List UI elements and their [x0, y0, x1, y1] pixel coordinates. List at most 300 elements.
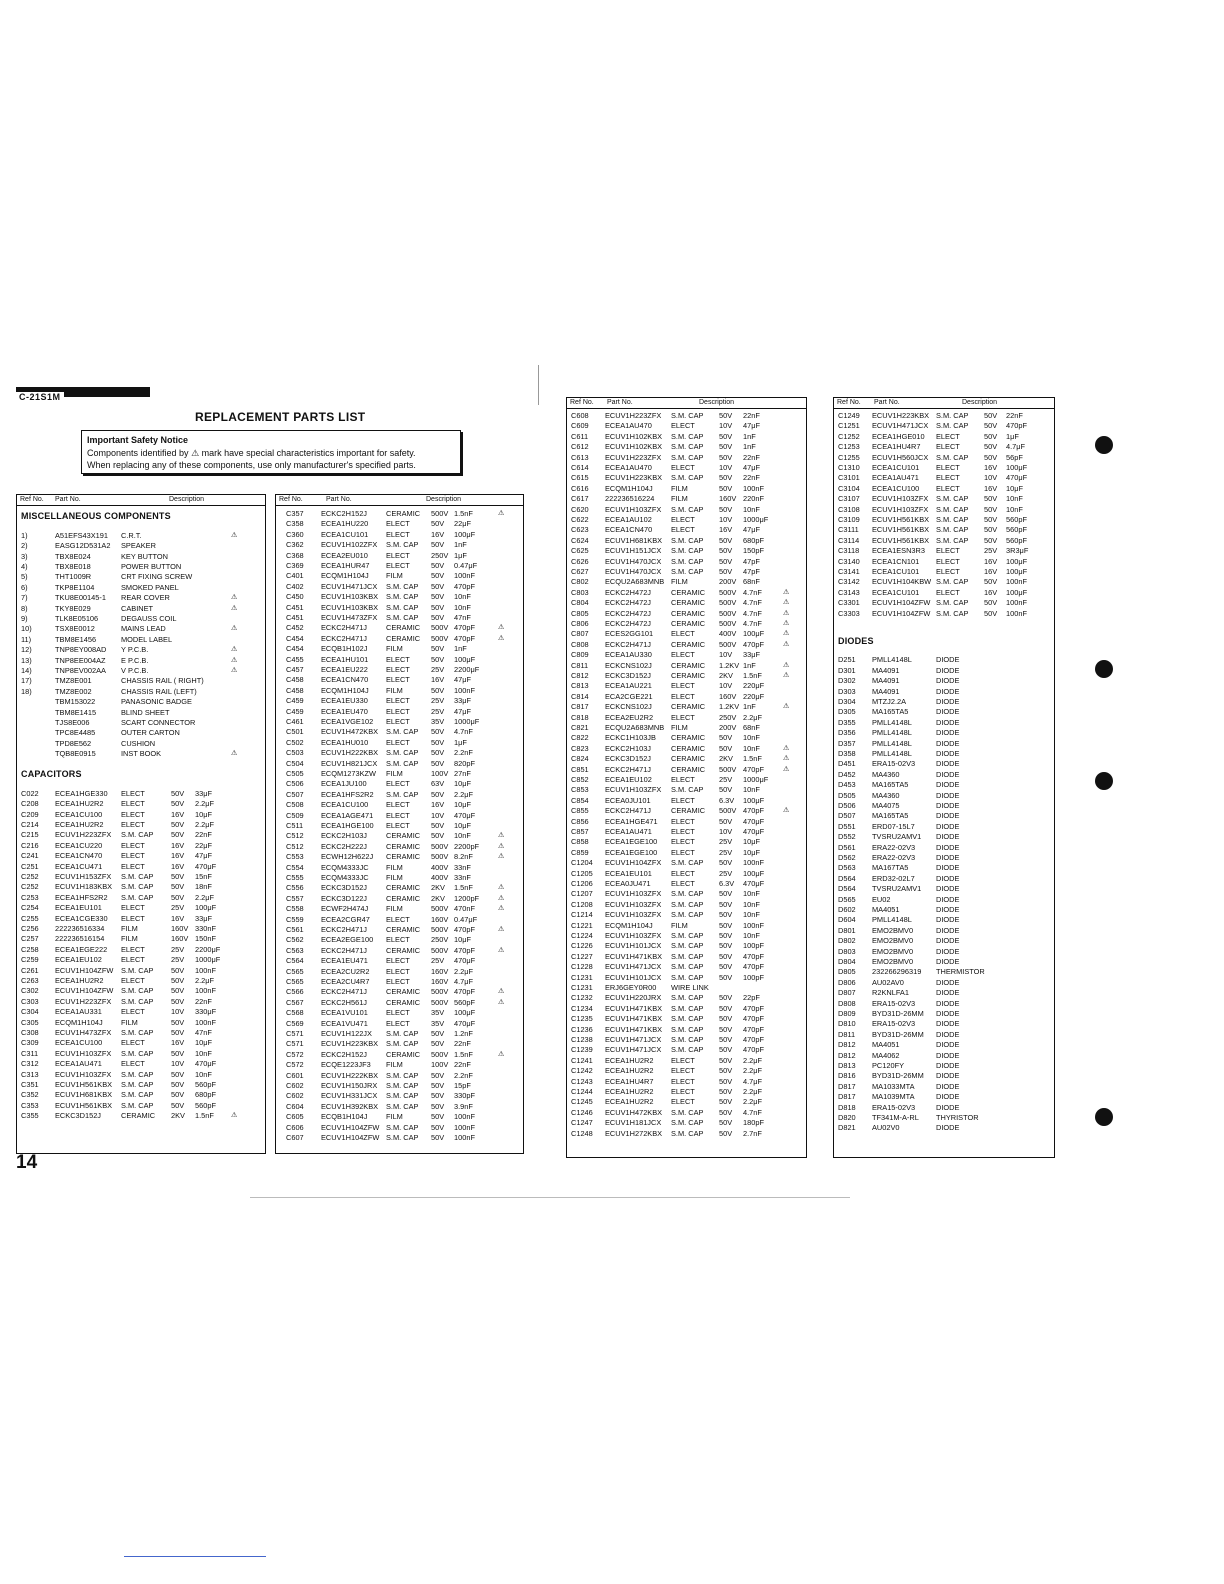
ref-no: C3109 — [838, 515, 860, 524]
value: 1.5nF — [743, 671, 762, 680]
safety-mark-icon: ⚠ — [231, 604, 238, 612]
description: CERAMIC — [671, 619, 706, 628]
description: S.M. CAP — [386, 602, 419, 612]
value: 560pF — [1006, 515, 1027, 524]
description: CERAMIC — [671, 587, 706, 597]
value: 10μF — [454, 821, 471, 830]
part-row — [17, 593, 265, 603]
description: C.R.T. — [121, 530, 142, 540]
part-no: AU02AV0 — [872, 977, 904, 987]
ref-no: C1238 — [571, 1035, 593, 1044]
ref-no: C623 — [571, 525, 589, 535]
part-no: ECUV1H560JCX — [872, 452, 929, 462]
description: INST BOOK — [121, 749, 162, 759]
ref-no: D803 — [838, 946, 856, 956]
voltage: 50V — [431, 1122, 445, 1132]
value: 47nF — [454, 613, 471, 622]
value: 10nF — [743, 889, 760, 899]
description: S.M. CAP — [121, 1079, 154, 1089]
voltage: 50V — [719, 556, 733, 566]
part-row — [17, 718, 265, 728]
description: S.M. CAP — [386, 1133, 419, 1142]
description: FILM — [121, 1017, 138, 1027]
voltage: 16V — [171, 1038, 185, 1048]
ref-no: D562 — [838, 853, 856, 862]
part-no: ECEA1HU2R2 — [605, 1055, 654, 1065]
ref-no: D810 — [838, 1019, 856, 1029]
part-row — [276, 956, 523, 966]
ref-no: C1310 — [838, 463, 860, 472]
voltage: 50V — [719, 452, 733, 462]
ref-no: C209 — [21, 809, 39, 819]
ref-no: C254 — [21, 903, 39, 913]
voltage: 50V — [719, 993, 733, 1003]
part-row — [567, 1087, 806, 1097]
part-row — [276, 530, 523, 540]
part-no: ECEA1HU2R2 — [55, 975, 104, 985]
description: DIODE — [936, 946, 960, 956]
part-row — [276, 759, 523, 769]
part-no: ECKC2H222J — [321, 841, 368, 851]
value: 470μF — [454, 810, 476, 820]
part-row — [276, 634, 523, 644]
section-heading: DIODES — [838, 635, 874, 646]
part-row — [17, 604, 265, 614]
part-no: ECEA1CU220 — [55, 840, 103, 850]
part-no: ECEA1HGE471 — [605, 816, 658, 826]
voltage: 500V — [719, 806, 737, 816]
safety-mark-icon: ⚠ — [783, 620, 790, 627]
part-no: TVSRU2AMV1 — [872, 832, 922, 842]
description: ELECT — [386, 966, 410, 976]
part-row — [276, 946, 523, 956]
part-row — [17, 872, 265, 882]
part-row — [276, 873, 523, 883]
value: 1nF — [743, 431, 756, 441]
voltage: 50V — [431, 540, 445, 550]
voltage: 50V — [984, 504, 998, 514]
value: 470μF — [743, 879, 765, 888]
ref-no: C1255 — [838, 452, 860, 462]
ref-no: C817 — [571, 702, 589, 712]
ref-no: D804 — [838, 957, 856, 966]
safety-mark-icon: ⚠ — [498, 624, 505, 632]
value: 330μF — [195, 1007, 217, 1017]
value: 470pF — [1006, 421, 1027, 431]
part-row — [834, 567, 1054, 577]
description: OUTER CARTON — [121, 728, 180, 738]
part-row — [567, 609, 806, 619]
header-part: Part No. — [607, 399, 633, 406]
value: 1.5nF — [743, 754, 762, 764]
voltage: 400V — [431, 873, 449, 882]
part-no: ECEA1VU471 — [321, 1018, 368, 1028]
ref-no: C620 — [571, 504, 589, 514]
part-no: ECQU2A683MNB — [605, 577, 665, 587]
part-row — [276, 915, 523, 925]
value: 33nF — [454, 862, 471, 872]
part-no: TMZ8E002 — [55, 686, 92, 696]
part-no: ECEA1HU4R7 — [872, 442, 921, 452]
description: S.M. CAP — [386, 540, 419, 550]
voltage: 50V — [984, 442, 998, 452]
voltage: 50V — [984, 494, 998, 504]
value: 47pF — [743, 556, 760, 566]
part-row — [276, 717, 523, 727]
value: 100nF — [454, 1133, 475, 1142]
part-row — [17, 934, 265, 944]
value: 1nF — [454, 644, 467, 654]
safety-mark-icon: ⚠ — [498, 1050, 505, 1058]
part-no: ECUV1H103ZFX — [605, 785, 662, 795]
part-row — [834, 832, 1054, 842]
value: 100nF — [195, 986, 216, 996]
part-no: ERD32-02L7 — [872, 873, 915, 883]
part-no: ECUV1H472KBX — [605, 1107, 663, 1117]
part-row — [567, 505, 806, 515]
description: S.M. CAP — [386, 727, 419, 737]
ref-no: C602 — [286, 1081, 304, 1090]
part-no: MA165TA5 — [872, 707, 909, 717]
ref-no: D801 — [838, 925, 856, 935]
part-row — [567, 588, 806, 598]
part-row — [276, 821, 523, 831]
part-no: ECEA1CU100 — [872, 483, 920, 493]
part-row — [834, 666, 1054, 676]
voltage: 50V — [171, 1100, 185, 1110]
part-no: TPD8E562 — [55, 738, 92, 748]
value: 2.2μF — [195, 799, 215, 809]
part-row — [276, 1081, 523, 1091]
ref-no: C812 — [571, 671, 589, 680]
part-no: ECUV1H101JCX — [605, 941, 662, 951]
value: 2.2μF — [743, 712, 763, 722]
part-row — [17, 789, 265, 799]
description: S.M. CAP — [671, 785, 704, 795]
safety-mark-icon: ⚠ — [783, 807, 790, 815]
part-no: MA4051 — [872, 905, 900, 914]
ref-no: C851 — [571, 764, 589, 774]
part-no: ECQM1H104J — [321, 685, 369, 695]
part-row — [567, 411, 806, 421]
part-row — [17, 945, 265, 955]
voltage: 16V — [984, 587, 998, 597]
part-no: TPC8E4485 — [55, 728, 96, 738]
ref-no: C1227 — [571, 951, 593, 961]
ref-no: C602 — [286, 1091, 304, 1101]
part-no: A51EFS43X191 — [55, 530, 109, 540]
ref-no: C604 — [286, 1101, 304, 1111]
ref-no: C1206 — [571, 879, 593, 888]
ref-no: C1251 — [838, 421, 860, 431]
description: CERAMIC — [671, 754, 706, 764]
ref-no: C302 — [21, 986, 39, 996]
voltage: 50V — [431, 748, 445, 758]
part-row — [567, 598, 806, 608]
part-row — [567, 973, 806, 983]
part-no: PC120FY — [872, 1061, 905, 1070]
safety-mark-icon: ⚠ — [783, 599, 790, 607]
part-no: ECUV1H103ZFX — [605, 910, 662, 920]
part-no: MA4062 — [872, 1050, 900, 1060]
ref-no: C505 — [286, 769, 304, 778]
value: 33μF — [743, 650, 760, 660]
description: S.M. CAP — [671, 1003, 704, 1013]
ref-no: C401 — [286, 571, 304, 581]
part-no: ECEA1HU101 — [321, 654, 369, 664]
part-no: BYD31D-26MM — [872, 1071, 924, 1081]
voltage: 16V — [719, 525, 733, 535]
section-heading: CAPACITORS — [21, 768, 82, 779]
value: 47μF — [454, 675, 471, 685]
header-part: Part No. — [874, 399, 900, 406]
value: 10μF — [743, 847, 760, 857]
safety-mark-icon: ⚠ — [783, 640, 790, 648]
ref-no: C3101 — [838, 473, 860, 483]
description: S.M. CAP — [671, 962, 704, 972]
part-row — [567, 983, 806, 993]
ref-no: C561 — [286, 925, 304, 934]
part-no: ECEA1HU2R2 — [55, 819, 104, 829]
description: CERAMIC — [386, 1049, 421, 1059]
ref-no: C503 — [286, 748, 304, 758]
ref-no: D807 — [838, 988, 856, 998]
description: S.M. CAP — [936, 525, 969, 535]
part-row — [834, 739, 1054, 749]
part-row — [17, 893, 265, 903]
description: S.M. CAP — [671, 858, 704, 868]
voltage: 50V — [171, 996, 185, 1006]
description: ELECT — [386, 519, 410, 529]
ref-no: C559 — [286, 914, 304, 924]
part-no: ECUV1H104ZFW — [321, 1122, 380, 1132]
part-row — [567, 785, 806, 795]
description: CERAMIC — [386, 841, 421, 851]
part-row — [276, 1133, 523, 1143]
ref-no: C022 — [21, 788, 39, 798]
voltage: 50V — [431, 821, 445, 830]
value: 2.2μF — [743, 1066, 763, 1076]
column-header — [834, 398, 1054, 409]
part-no: ECUV1H471KBX — [605, 951, 663, 961]
description: ELECT — [671, 816, 695, 826]
part-row — [567, 681, 806, 691]
part-row — [834, 515, 1054, 525]
description: ELECT — [121, 913, 145, 923]
description: ELECT — [671, 868, 695, 878]
part-row — [567, 515, 806, 525]
description: S.M. CAP — [386, 1122, 419, 1132]
value: 560pF — [195, 1079, 216, 1089]
ref-no: C255 — [21, 913, 39, 923]
ref-no: C1204 — [571, 858, 593, 868]
part-no: ECUV1H272KBX — [605, 1128, 663, 1138]
part-row — [567, 910, 806, 920]
ref-no: 9) — [21, 614, 28, 624]
part-no: ECEA1EU330 — [321, 696, 368, 706]
description: S.M. CAP — [936, 411, 969, 420]
description: S.M. CAP — [671, 535, 704, 545]
part-no: ECUV1H122JX — [321, 1029, 372, 1038]
ref-no: C853 — [571, 785, 589, 795]
voltage: 50V — [431, 571, 445, 581]
description: ELECT — [121, 809, 145, 819]
bottom-rule — [250, 1197, 850, 1198]
safety-mark-icon: ⚠ — [783, 661, 790, 669]
part-no: ECEA2CU4R7 — [321, 977, 370, 986]
voltage: 50V — [719, 504, 733, 514]
ref-no: C626 — [571, 556, 589, 566]
part-no: ECKC2H471J — [321, 623, 368, 633]
part-no: EMO2BMV0 — [872, 925, 914, 935]
ref-no: C369 — [286, 561, 304, 570]
description: S.M. CAP — [671, 546, 704, 556]
part-row — [567, 858, 806, 868]
voltage: 200V — [719, 577, 737, 587]
ref-no: C802 — [571, 577, 589, 587]
description: S.M. CAP — [386, 1091, 419, 1101]
part-row — [834, 884, 1054, 894]
part-no: ECUV1H102ZFX — [321, 540, 378, 550]
voltage: 50V — [984, 515, 998, 524]
part-no: EMO2BMV0 — [872, 946, 914, 956]
description: S.M. CAP — [121, 996, 154, 1006]
description: DIODE — [936, 873, 960, 883]
part-no: ECUV1H104ZFW — [321, 1133, 380, 1142]
ref-no: C856 — [571, 816, 589, 826]
part-row — [834, 453, 1054, 463]
ref-no: D808 — [838, 998, 856, 1008]
binder-hole — [1095, 772, 1113, 790]
ref-no: C3107 — [838, 494, 860, 504]
value: 220μF — [743, 691, 765, 701]
value: 33nF — [454, 873, 471, 882]
value: 4.7nF — [743, 619, 762, 628]
ref-no: C457 — [286, 665, 304, 674]
part-no: MA4360 — [872, 769, 900, 779]
part-no: ECKC2H103J — [605, 743, 652, 753]
voltage: 6.3V — [719, 879, 735, 888]
voltage: 50V — [171, 975, 185, 985]
part-no: ECEA1CN470 — [55, 851, 103, 861]
part-row — [17, 914, 265, 924]
value: 22nF — [743, 452, 760, 462]
part-row — [17, 851, 265, 861]
part-row — [276, 623, 523, 633]
part-no: ECUV1H681KBX — [55, 1090, 113, 1100]
part-no: ECEA1CN101 — [872, 556, 920, 566]
description: DIODE — [936, 853, 960, 862]
header-ref: Ref No. — [570, 399, 594, 406]
parts-column-2 — [275, 494, 524, 1154]
description: S.M. CAP — [671, 910, 704, 920]
description: FILM — [671, 723, 688, 732]
header-ref: Ref No. — [279, 496, 303, 503]
description: ELECT — [386, 1008, 410, 1018]
description: S.M. CAP — [936, 515, 969, 524]
value: 470pF — [743, 962, 764, 972]
part-no: ECKC2H472J — [605, 587, 652, 597]
part-no: ECUV1H103ZFX — [55, 1069, 112, 1079]
ref-no: C1252 — [838, 431, 860, 441]
voltage: 50V — [171, 882, 185, 892]
part-row — [834, 811, 1054, 821]
ref-no: C1232 — [571, 993, 593, 1003]
description: DIODE — [936, 915, 960, 925]
part-no: EASG12D531A2 — [55, 541, 111, 551]
part-row — [567, 473, 806, 483]
voltage: 25V — [431, 956, 445, 966]
voltage: 50V — [984, 431, 998, 441]
part-row — [567, 484, 806, 494]
value: 10μF — [195, 1038, 212, 1048]
value: 10nF — [1006, 504, 1023, 514]
value: 47μF — [454, 706, 471, 716]
part-no: ECEA1CU100 — [55, 809, 103, 819]
value: 47μF — [743, 421, 760, 431]
voltage: 500V — [431, 997, 449, 1007]
safety-mark-icon: ⚠ — [231, 625, 238, 633]
ref-no: C1235 — [571, 1014, 593, 1024]
ref-no: 10) — [21, 624, 32, 634]
voltage: 2KV — [171, 1111, 185, 1121]
part-no: ECUV1H220JRX — [605, 993, 662, 1003]
ref-no: D358 — [838, 749, 856, 758]
value: 560pF — [1006, 535, 1027, 545]
voltage: 25V — [171, 944, 185, 954]
part-no: ECEA1AU102 — [605, 515, 652, 524]
description: DIODE — [936, 759, 960, 769]
part-no: EMO2BMV0 — [872, 957, 914, 966]
ref-no: C258 — [21, 944, 39, 954]
voltage: 10V — [719, 681, 733, 691]
value: 2.2μF — [454, 789, 474, 799]
part-no: ECEA1CU101 — [872, 463, 920, 472]
ref-no: C1214 — [571, 910, 593, 920]
description: ELECT — [121, 1059, 145, 1069]
part-no: ERJ6GEY0R00 — [605, 983, 657, 992]
ref-no: 2) — [21, 541, 28, 551]
part-no: MTZJ2.2A — [872, 697, 907, 706]
voltage: 160V — [719, 691, 737, 701]
description: DIODE — [936, 769, 960, 779]
voltage: 50V — [171, 799, 185, 809]
value: 100nF — [1006, 598, 1027, 608]
part-no: ECEA1AU471 — [872, 473, 919, 483]
voltage: 50V — [719, 1128, 733, 1138]
voltage: 50V — [431, 581, 445, 591]
part-no: TKY8E029 — [55, 603, 91, 613]
value: 68nF — [743, 723, 760, 732]
description: DIODE — [936, 925, 960, 935]
ref-no: D357 — [838, 738, 856, 748]
ref-no: C3108 — [838, 504, 860, 514]
value: 4.7nF — [743, 608, 762, 618]
part-row — [276, 769, 523, 779]
description: SCART CONNECTOR — [121, 718, 196, 728]
ref-no: C215 — [21, 830, 39, 840]
description: DIODE — [936, 811, 960, 821]
part-no: ECKC2H471J — [321, 633, 368, 643]
value: 10nF — [743, 910, 760, 920]
voltage: 500V — [431, 841, 449, 851]
part-no: 222236516154 — [55, 934, 105, 944]
value: 10μF — [1006, 483, 1023, 493]
value: 470pF — [743, 639, 764, 649]
voltage: 50V — [431, 1112, 445, 1122]
description: THERMISTOR — [936, 967, 985, 977]
voltage: 100V — [431, 1060, 449, 1070]
